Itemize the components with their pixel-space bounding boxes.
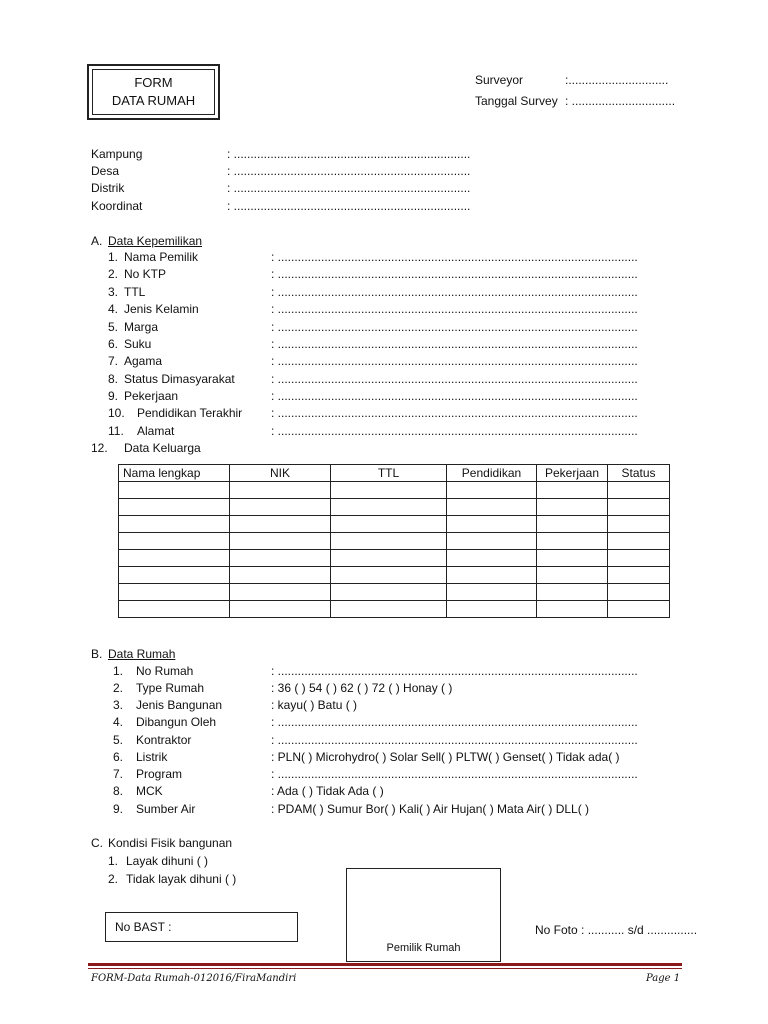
listrik-options[interactable]: : PLN( ) Microhydro( ) Solar Sell( ) PLTW( ) Genset( ) Tidak ada( ): [271, 750, 620, 764]
table-cell[interactable]: [537, 499, 608, 516]
desa-field[interactable]: : .......................................................................: [227, 164, 471, 178]
item-number: 11.: [108, 424, 124, 438]
table-cell[interactable]: [230, 601, 331, 618]
item-number: 10.: [108, 406, 125, 420]
table-cell[interactable]: [447, 516, 537, 533]
alamat-label: Alamat: [137, 424, 175, 438]
table-cell[interactable]: [119, 601, 230, 618]
kontraktor-label: Kontraktor: [136, 733, 192, 747]
table-row: [119, 550, 670, 567]
alamat-field[interactable]: : ............................................................................................................: [271, 424, 638, 438]
table-cell[interactable]: [119, 550, 230, 567]
surveyor-label: Surveyor: [475, 73, 524, 87]
item-number: 5.: [113, 733, 124, 747]
kampung-label: Kampung: [91, 147, 143, 161]
jenis-kelamin-field[interactable]: : ............................................................................................................: [271, 302, 638, 316]
ttl-field[interactable]: : ............................................................................................................: [271, 285, 638, 299]
item-number: 2.: [108, 267, 119, 281]
no-rumah-field[interactable]: : ............................................................................................................: [271, 664, 638, 678]
col-nik: NIK: [230, 465, 331, 482]
table-cell[interactable]: [119, 533, 230, 550]
tanggal-field[interactable]: : ...............................: [565, 94, 676, 108]
table-cell[interactable]: [608, 499, 670, 516]
table-cell[interactable]: [119, 499, 230, 516]
jenis-kelamin-label: Jenis Kelamin: [124, 302, 199, 316]
type-rumah-label: Type Rumah: [136, 681, 205, 695]
item-number: 9.: [108, 389, 119, 403]
item-number: 7.: [113, 767, 124, 781]
no-rumah-label: No Rumah: [136, 664, 194, 678]
col-status: Status: [608, 465, 670, 482]
mck-label: MCK: [136, 784, 163, 798]
table-cell[interactable]: [537, 567, 608, 584]
no-foto-field[interactable]: No Foto : ........... s/d ...............: [535, 923, 698, 937]
table-cell[interactable]: [331, 533, 447, 550]
suku-label: Suku: [124, 337, 152, 351]
table-cell[interactable]: [608, 601, 670, 618]
item-number: 8.: [113, 784, 124, 798]
table-cell[interactable]: [230, 533, 331, 550]
no-bast-box[interactable]: [105, 912, 298, 942]
table-cell[interactable]: [537, 516, 608, 533]
footer-page-number: Page 1: [646, 973, 681, 984]
tanggal-label: Tanggal Survey: [475, 94, 558, 108]
col-pendidikan: Pendidikan: [447, 465, 537, 482]
section-b-letter: B.: [91, 647, 103, 661]
table-cell[interactable]: [230, 584, 331, 601]
table-cell[interactable]: [119, 584, 230, 601]
item-number: 1.: [108, 250, 119, 264]
form-title-box: [87, 64, 220, 120]
item-number: 6.: [108, 337, 119, 351]
table-cell[interactable]: [608, 533, 670, 550]
item-number: 7.: [108, 354, 119, 368]
nama-pemilik-label: Nama Pemilik: [124, 250, 199, 264]
form-title-line2: DATA RUMAH: [111, 93, 196, 108]
item-number: 1.: [113, 664, 124, 678]
pekerjaan-label: Pekerjaan: [124, 389, 179, 403]
pemilik-rumah-label: Pemilik Rumah: [386, 942, 461, 954]
table-cell[interactable]: [230, 516, 331, 533]
data-keluarga-title: Data Keluarga: [124, 441, 201, 455]
table-cell[interactable]: [537, 550, 608, 567]
table-cell[interactable]: [537, 533, 608, 550]
suku-field[interactable]: : ............................................................................................................: [271, 337, 638, 351]
table-cell[interactable]: [331, 601, 447, 618]
section-a-title: Data Kepemilikan: [108, 234, 203, 248]
footer-doc-id: FORM-Data Rumah-012016/FiraMandiri: [91, 973, 297, 984]
listrik-label: Listrik: [136, 750, 168, 764]
kontraktor-field[interactable]: : ............................................................................................................: [271, 733, 638, 747]
ttl-label: TTL: [124, 285, 146, 299]
item-number: 2.: [108, 872, 119, 886]
status-dimasyarakat-label: Status Dimasyarakat: [124, 372, 235, 386]
jenis-bangunan-label: Jenis Bangunan: [136, 698, 223, 712]
table-cell[interactable]: [608, 516, 670, 533]
table-cell[interactable]: [230, 499, 331, 516]
footer-divider-thin: [88, 968, 682, 969]
table-cell[interactable]: [447, 550, 537, 567]
table-cell[interactable]: [331, 499, 447, 516]
table-cell[interactable]: [447, 533, 537, 550]
item-number: 1.: [108, 854, 119, 868]
item-number: 9.: [113, 802, 124, 816]
no-ktp-label: No KTP: [124, 267, 167, 281]
section-a-letter: A.: [91, 234, 103, 248]
pendidikan-terakhir-field[interactable]: : ............................................................................................................: [271, 406, 638, 420]
item-number: 3.: [108, 285, 119, 299]
item-number: 8.: [108, 372, 119, 386]
family-table: [118, 464, 670, 618]
pemilik-rumah-box[interactable]: [346, 868, 501, 962]
program-field[interactable]: : ............................................................................................................: [271, 767, 638, 781]
pendidikan-terakhir-label: Pendidikan Terakhir: [137, 406, 243, 420]
table-cell[interactable]: [331, 482, 447, 499]
dibangun-oleh-field[interactable]: : ............................................................................................................: [271, 715, 638, 729]
jenis-bangunan-options[interactable]: : kayu( ) Batu ( ): [271, 698, 358, 712]
item-number: 4.: [113, 715, 124, 729]
koordinat-label: Koordinat: [91, 199, 143, 213]
sumber-air-label: Sumber Air: [136, 802, 196, 816]
table-cell[interactable]: [447, 499, 537, 516]
marga-field[interactable]: : ............................................................................................................: [271, 320, 638, 334]
dibangun-oleh-label: Dibangun Oleh: [136, 715, 217, 729]
table-row: [119, 499, 670, 516]
nama-pemilik-field[interactable]: : ............................................................................................................: [271, 250, 638, 264]
table-cell[interactable]: [331, 584, 447, 601]
distrik-label: Distrik: [91, 181, 125, 195]
table-row: [119, 584, 670, 601]
program-label: Program: [136, 767, 183, 781]
no-bast-label: No BAST :: [115, 920, 172, 934]
section-b-title: Data Rumah: [108, 647, 176, 661]
pekerjaan-field[interactable]: : ............................................................................................................: [271, 389, 638, 403]
table-cell[interactable]: [608, 567, 670, 584]
table-cell[interactable]: [447, 601, 537, 618]
section-c-letter: C.: [91, 836, 103, 850]
table-cell[interactable]: [447, 584, 537, 601]
layak-dihuni-option[interactable]: Layak dihuni ( ): [126, 854, 209, 868]
table-cell[interactable]: [119, 567, 230, 584]
table-cell[interactable]: [537, 584, 608, 601]
data-keluarga-number: 12.: [91, 441, 108, 455]
table-cell[interactable]: [331, 550, 447, 567]
item-number: 2.: [113, 681, 124, 695]
mck-options[interactable]: : Ada ( ) Tidak Ada ( ): [271, 784, 384, 798]
type-rumah-options[interactable]: : 36 ( ) 54 ( ) 62 ( ) 72 ( ) Honay ( ): [271, 681, 453, 695]
table-cell[interactable]: [537, 601, 608, 618]
surveyor-field[interactable]: :..............................: [565, 73, 669, 87]
table-row: [119, 533, 670, 550]
marga-label: Marga: [124, 320, 159, 334]
item-number: 6.: [113, 750, 124, 764]
table-row: [119, 601, 670, 618]
table-cell[interactable]: [331, 567, 447, 584]
col-pekerjaan: Pekerjaan: [537, 465, 608, 482]
table-cell[interactable]: [119, 482, 230, 499]
table-cell[interactable]: [230, 482, 331, 499]
status-dimasyarakat-field[interactable]: : ............................................................................................................: [271, 372, 638, 386]
section-c-title: Kondisi Fisik bangunan: [108, 836, 233, 850]
family-table-header: [119, 465, 670, 482]
form-title-line1: FORM: [134, 75, 173, 90]
table-row: [119, 482, 670, 499]
table-cell[interactable]: [608, 550, 670, 567]
col-ttl: TTL: [331, 465, 447, 482]
table-cell[interactable]: [537, 482, 608, 499]
agama-field[interactable]: : ............................................................................................................: [271, 354, 638, 368]
tidak-layak-dihuni-option[interactable]: Tidak layak dihuni ( ): [126, 872, 237, 886]
distrik-field[interactable]: : .......................................................................: [227, 181, 471, 195]
col-nama-lengkap: Nama lengkap: [119, 465, 230, 482]
item-number: 3.: [113, 698, 124, 712]
table-cell[interactable]: [230, 567, 331, 584]
sumber-air-options[interactable]: : PDAM( ) Sumur Bor( ) Kali( ) Air Hujan( ) Mata Air( ) DLL( ): [271, 802, 590, 816]
table-cell[interactable]: [608, 482, 670, 499]
table-row: [119, 567, 670, 584]
no-ktp-field[interactable]: : ............................................................................................................: [271, 267, 638, 281]
table-cell[interactable]: [230, 550, 331, 567]
item-number: 4.: [108, 302, 119, 316]
table-cell[interactable]: [608, 584, 670, 601]
table-cell[interactable]: [447, 482, 537, 499]
table-cell[interactable]: [119, 516, 230, 533]
koordinat-field[interactable]: : .......................................................................: [227, 199, 471, 213]
item-number: 5.: [108, 320, 119, 334]
table-row: [119, 516, 670, 533]
table-cell[interactable]: [447, 567, 537, 584]
kampung-field[interactable]: : .......................................................................: [227, 147, 471, 161]
footer-divider-thick: [88, 963, 682, 966]
table-cell[interactable]: [331, 516, 447, 533]
desa-label: Desa: [91, 164, 120, 178]
agama-label: Agama: [124, 354, 163, 368]
